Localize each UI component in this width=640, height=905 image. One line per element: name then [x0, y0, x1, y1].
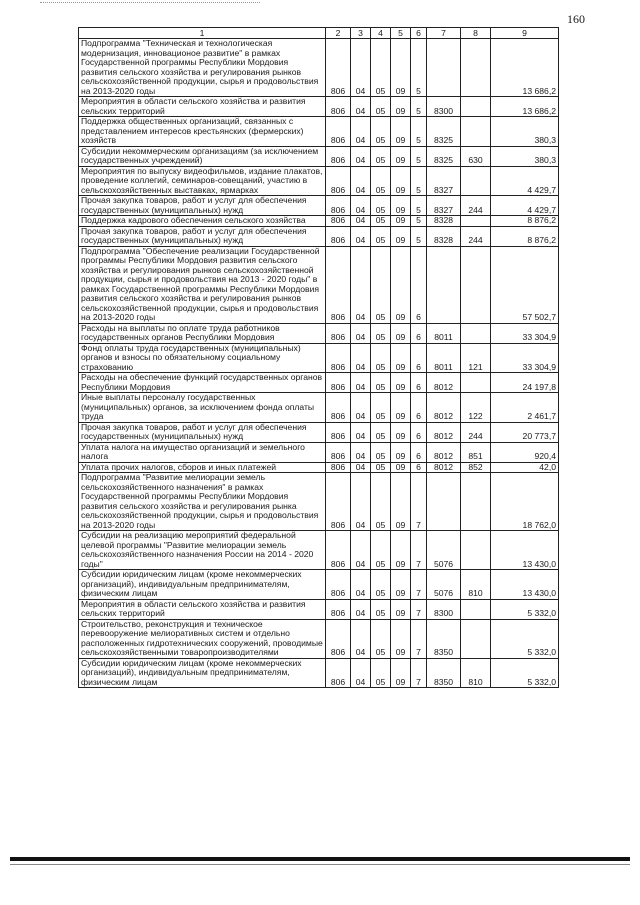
program-code-cell: 09 [391, 226, 411, 246]
target-item-code-cell: 8328 [427, 226, 461, 246]
subprogram-code-cell: 7 [411, 599, 427, 619]
program-code-cell: 09 [391, 196, 411, 216]
ministry-code-cell: 806 [326, 323, 351, 343]
ministry-code-cell: 806 [326, 393, 351, 423]
section-code-cell: 04 [351, 117, 371, 147]
header-col-1: 1 [79, 28, 326, 39]
expense-name-cell: Мероприятия в области сельского хозяйства и развития сельских территорий [79, 97, 326, 117]
table-row [79, 442, 559, 462]
target-item-code-cell: 8327 [427, 166, 461, 196]
ministry-code-cell: 806 [326, 146, 351, 166]
expense-name-cell: Фонд оплаты труда государственных (муниципальных) органов и взносы по обязательному социальному страхованию [79, 343, 326, 373]
program-code-cell: 09 [391, 393, 411, 423]
subprogram-code-cell: 6 [411, 246, 427, 323]
section-code-cell: 04 [351, 442, 371, 462]
subprogram-code-cell: 6 [411, 462, 427, 473]
expense-type-code-cell [461, 373, 491, 393]
expense-type-code-cell [461, 216, 491, 227]
expense-name-cell: Прочая закупка товаров, работ и услуг для обеспечения государственных (муниципальных) нужд [79, 422, 326, 442]
subsection-code-cell: 05 [371, 619, 391, 658]
budget-table [78, 27, 559, 688]
subprogram-code-cell: 7 [411, 658, 427, 688]
program-code-cell: 09 [391, 146, 411, 166]
subsection-code-cell: 05 [371, 343, 391, 373]
target-item-code-cell [427, 473, 461, 531]
target-item-code-cell: 8350 [427, 658, 461, 688]
amount-cell: 8 876,2 [491, 226, 559, 246]
table-row [79, 473, 559, 531]
bottom-border [10, 857, 630, 861]
section-code-cell: 04 [351, 216, 371, 227]
header-col-4: 4 [371, 28, 391, 39]
target-item-code-cell: 5076 [427, 531, 461, 570]
program-code-cell: 09 [391, 216, 411, 227]
ministry-code-cell: 806 [326, 39, 351, 97]
expense-type-code-cell: 244 [461, 226, 491, 246]
expense-type-code-cell: 244 [461, 196, 491, 216]
table-row [79, 393, 559, 423]
amount-cell: 24 197,8 [491, 373, 559, 393]
subprogram-code-cell: 7 [411, 473, 427, 531]
ministry-code-cell: 806 [326, 442, 351, 462]
program-code-cell: 09 [391, 570, 411, 600]
subprogram-code-cell: 7 [411, 531, 427, 570]
program-code-cell: 09 [391, 373, 411, 393]
subsection-code-cell: 05 [371, 570, 391, 600]
target-item-code-cell: 8012 [427, 442, 461, 462]
program-code-cell: 09 [391, 462, 411, 473]
target-item-code-cell: 8325 [427, 146, 461, 166]
header-col-3: 3 [351, 28, 371, 39]
target-item-code-cell: 8328 [427, 216, 461, 227]
expense-type-code-cell: 810 [461, 570, 491, 600]
target-item-code-cell: 8300 [427, 599, 461, 619]
subsection-code-cell: 05 [371, 422, 391, 442]
table-row [79, 246, 559, 323]
amount-cell: 2 461,7 [491, 393, 559, 423]
subprogram-code-cell: 6 [411, 442, 427, 462]
amount-cell: 920,4 [491, 442, 559, 462]
section-code-cell: 04 [351, 196, 371, 216]
subsection-code-cell: 05 [371, 117, 391, 147]
ministry-code-cell: 806 [326, 343, 351, 373]
subprogram-code-cell: 6 [411, 373, 427, 393]
ministry-code-cell: 806 [326, 422, 351, 442]
ministry-code-cell: 806 [326, 462, 351, 473]
target-item-code-cell: 8327 [427, 196, 461, 216]
table-row [79, 146, 559, 166]
section-code-cell: 04 [351, 393, 371, 423]
expense-name-cell: Мероприятия по выпуску видеофильмов, издание плакатов, проведение коллегий, семинаров-совещаний, участию в сельскохозяйственных выставках, ярмарках [79, 166, 326, 196]
subsection-code-cell: 05 [371, 599, 391, 619]
header-row [79, 28, 559, 39]
target-item-code-cell: 8350 [427, 619, 461, 658]
table-row [79, 422, 559, 442]
section-code-cell: 04 [351, 422, 371, 442]
amount-cell: 57 502,7 [491, 246, 559, 323]
section-code-cell: 04 [351, 343, 371, 373]
amount-cell: 33 304,9 [491, 343, 559, 373]
subprogram-code-cell: 5 [411, 39, 427, 97]
section-code-cell: 04 [351, 246, 371, 323]
target-item-code-cell: 5076 [427, 570, 461, 600]
subsection-code-cell: 05 [371, 146, 391, 166]
program-code-cell: 09 [391, 473, 411, 531]
program-code-cell: 09 [391, 343, 411, 373]
expense-name-cell: Прочая закупка товаров, работ и услуг для обеспечения государственных (муниципальных) нужд [79, 226, 326, 246]
expense-type-code-cell [461, 323, 491, 343]
subsection-code-cell: 05 [371, 531, 391, 570]
expense-type-code-cell [461, 531, 491, 570]
amount-cell: 5 332,0 [491, 599, 559, 619]
table-row [79, 39, 559, 97]
ministry-code-cell: 806 [326, 166, 351, 196]
subsection-code-cell: 05 [371, 473, 391, 531]
expense-type-code-cell: 244 [461, 422, 491, 442]
subprogram-code-cell: 6 [411, 393, 427, 423]
ministry-code-cell: 806 [326, 117, 351, 147]
expense-name-cell: Расходы на выплаты по оплате труда работников государственных органов Республики Мордовия [79, 323, 326, 343]
table-row [79, 570, 559, 600]
program-code-cell: 09 [391, 323, 411, 343]
amount-cell: 380,3 [491, 117, 559, 147]
subsection-code-cell: 05 [371, 226, 391, 246]
target-item-code-cell: 8012 [427, 393, 461, 423]
expense-name-cell: Иные выплаты персоналу государственных (муниципальных) органов, за исключением фонда оплаты труда [79, 393, 326, 423]
table-row [79, 619, 559, 658]
expense-type-code-cell [461, 599, 491, 619]
expense-type-code-cell: 122 [461, 393, 491, 423]
section-code-cell: 04 [351, 39, 371, 97]
amount-cell: 13 430,0 [491, 570, 559, 600]
program-code-cell: 09 [391, 39, 411, 97]
subsection-code-cell: 05 [371, 196, 391, 216]
section-code-cell: 04 [351, 97, 371, 117]
section-code-cell: 04 [351, 166, 371, 196]
section-code-cell: 04 [351, 373, 371, 393]
expense-name-cell: Субсидии некоммерческим организациям (за исключением государственных учреждений) [79, 146, 326, 166]
program-code-cell: 09 [391, 97, 411, 117]
expense-name-cell: Мероприятия в области сельского хозяйства и развития сельских территорий [79, 599, 326, 619]
subprogram-code-cell: 6 [411, 422, 427, 442]
expense-type-code-cell: 630 [461, 146, 491, 166]
table-row [79, 117, 559, 147]
expense-type-code-cell [461, 246, 491, 323]
expense-type-code-cell [461, 97, 491, 117]
section-code-cell: 04 [351, 146, 371, 166]
expense-name-cell: Уплата прочих налогов, сборов и иных платежей [79, 462, 326, 473]
header-col-6: 6 [411, 28, 427, 39]
amount-cell: 5 332,0 [491, 658, 559, 688]
program-code-cell: 09 [391, 117, 411, 147]
table-row [79, 166, 559, 196]
ministry-code-cell: 806 [326, 619, 351, 658]
subprogram-code-cell: 5 [411, 226, 427, 246]
expense-type-code-cell: 852 [461, 462, 491, 473]
program-code-cell: 09 [391, 442, 411, 462]
amount-cell: 13 430,0 [491, 531, 559, 570]
expense-type-code-cell: 810 [461, 658, 491, 688]
section-code-cell: 04 [351, 226, 371, 246]
target-item-code-cell [427, 39, 461, 97]
ministry-code-cell: 806 [326, 246, 351, 323]
target-item-code-cell: 8012 [427, 462, 461, 473]
program-code-cell: 09 [391, 166, 411, 196]
program-code-cell: 09 [391, 422, 411, 442]
expense-type-code-cell [461, 117, 491, 147]
table-body [79, 39, 559, 688]
ministry-code-cell: 806 [326, 196, 351, 216]
table-row [79, 216, 559, 227]
section-code-cell: 04 [351, 462, 371, 473]
expense-name-cell: Субсидии на реализацию мероприятий федеральной целевой программы "Развитие мелиорации земель сельскохозяйственного назначения России на 2014 - 2020 годы" [79, 531, 326, 570]
table-row [79, 531, 559, 570]
expense-type-code-cell [461, 619, 491, 658]
expense-name-cell: Подпрограмма "Обеспечение реализации Государственной программы Республики Мордовия развития сельского хозяйства и регулирования рынков сельскохозяйственной продукции, сырья и продовольствия на 2013 - 2020 годы" в рамках Государственной программы Республики Мордовия развития сельского хозяйства и регулирования рынков сельскохозяйственной продукции, сырья и продовольствия на 2013-2020 годы [79, 246, 326, 323]
subprogram-code-cell: 5 [411, 117, 427, 147]
expense-type-code-cell [461, 39, 491, 97]
amount-cell: 5 332,0 [491, 619, 559, 658]
subsection-code-cell: 05 [371, 97, 391, 117]
subprogram-code-cell: 5 [411, 166, 427, 196]
program-code-cell: 09 [391, 246, 411, 323]
program-code-cell: 09 [391, 658, 411, 688]
section-code-cell: 04 [351, 531, 371, 570]
table-row [79, 462, 559, 473]
ministry-code-cell: 806 [326, 570, 351, 600]
table-row [79, 97, 559, 117]
section-code-cell: 04 [351, 570, 371, 600]
subprogram-code-cell: 5 [411, 146, 427, 166]
subprogram-code-cell: 5 [411, 196, 427, 216]
expense-name-cell: Подпрограмма "Развитие мелиорации земель сельскохозяйственного назначения" в рамках Государственной программы Республики Мордовия развития сельского хозяйства и регулирования рынка сельскохозяйственной продукции, сырья и продовольствия на 2013-2020 годы [79, 473, 326, 531]
subsection-code-cell: 05 [371, 393, 391, 423]
expense-name-cell: Строительство, реконструкция и техническое перевооружение мелиоративных систем и отдельно расположенных гидротехнических сооружений, проводимые сельскохозяйственными товаропроизводителями [79, 619, 326, 658]
expense-name-cell: Поддержка кадрового обеспечения сельского хозяйства [79, 216, 326, 227]
expense-name-cell: Поддержка общественных организаций, связанных с представлением интересов крестьянских (фермерских) хозяйств [79, 117, 326, 147]
subprogram-code-cell: 6 [411, 323, 427, 343]
amount-cell: 33 304,9 [491, 323, 559, 343]
amount-cell: 4 429,7 [491, 196, 559, 216]
subsection-code-cell: 05 [371, 462, 391, 473]
table-row [79, 323, 559, 343]
expense-type-code-cell [461, 473, 491, 531]
subprogram-code-cell: 5 [411, 216, 427, 227]
amount-cell: 4 429,7 [491, 166, 559, 196]
target-item-code-cell [427, 246, 461, 323]
table-row [79, 226, 559, 246]
ministry-code-cell: 806 [326, 473, 351, 531]
target-item-code-cell: 8012 [427, 373, 461, 393]
ministry-code-cell: 806 [326, 97, 351, 117]
section-code-cell: 04 [351, 323, 371, 343]
expense-name-cell: Субсидии юридическим лицам (кроме некоммерческих организаций), индивидуальным предпринимателям, физическим лицам [79, 658, 326, 688]
subsection-code-cell: 05 [371, 373, 391, 393]
table-row [79, 599, 559, 619]
program-code-cell: 09 [391, 619, 411, 658]
section-code-cell: 04 [351, 473, 371, 531]
target-item-code-cell: 8011 [427, 323, 461, 343]
target-item-code-cell: 8012 [427, 422, 461, 442]
subsection-code-cell: 05 [371, 323, 391, 343]
amount-cell: 13 686,2 [491, 97, 559, 117]
amount-cell: 13 686,2 [491, 39, 559, 97]
target-item-code-cell: 8325 [427, 117, 461, 147]
section-code-cell: 04 [351, 599, 371, 619]
subsection-code-cell: 05 [371, 166, 391, 196]
bottom-border-thin [10, 864, 630, 865]
header-col-9: 9 [491, 28, 559, 39]
section-code-cell: 04 [351, 619, 371, 658]
amount-cell: 20 773,7 [491, 422, 559, 442]
header-col-5: 5 [391, 28, 411, 39]
amount-cell: 8 876,2 [491, 216, 559, 227]
table-row [79, 373, 559, 393]
page-number: 160 [567, 12, 585, 26]
subsection-code-cell: 05 [371, 39, 391, 97]
amount-cell: 18 762,0 [491, 473, 559, 531]
amount-cell: 42,0 [491, 462, 559, 473]
header-col-2: 2 [326, 28, 351, 39]
program-code-cell: 09 [391, 531, 411, 570]
expense-name-cell: Расходы на обеспечение функций государственных органов Республики Мордовия [79, 373, 326, 393]
target-item-code-cell: 8011 [427, 343, 461, 373]
section-code-cell: 04 [351, 658, 371, 688]
ministry-code-cell: 806 [326, 373, 351, 393]
expense-type-code-cell: 851 [461, 442, 491, 462]
ministry-code-cell: 806 [326, 658, 351, 688]
subsection-code-cell: 05 [371, 658, 391, 688]
subprogram-code-cell: 5 [411, 97, 427, 117]
program-code-cell: 09 [391, 599, 411, 619]
table-row [79, 343, 559, 373]
subsection-code-cell: 05 [371, 246, 391, 323]
scan-border-mark [40, 2, 260, 4]
header-col-8: 8 [461, 28, 491, 39]
ministry-code-cell: 806 [326, 226, 351, 246]
subsection-code-cell: 05 [371, 216, 391, 227]
subprogram-code-cell: 7 [411, 570, 427, 600]
subprogram-code-cell: 6 [411, 343, 427, 373]
target-item-code-cell: 8300 [427, 97, 461, 117]
subprogram-code-cell: 7 [411, 619, 427, 658]
ministry-code-cell: 806 [326, 599, 351, 619]
header-col-7: 7 [427, 28, 461, 39]
expense-type-code-cell [461, 166, 491, 196]
expense-name-cell: Субсидии юридическим лицам (кроме некоммерческих организаций), индивидуальным предпринимателям, физическим лицам [79, 570, 326, 600]
subsection-code-cell: 05 [371, 442, 391, 462]
table-row [79, 196, 559, 216]
expense-name-cell: Прочая закупка товаров, работ и услуг для обеспечения государственных (муниципальных) нужд [79, 196, 326, 216]
ministry-code-cell: 806 [326, 531, 351, 570]
ministry-code-cell: 806 [326, 216, 351, 227]
expense-name-cell: Уплата налога на имущество организаций и земельного налога [79, 442, 326, 462]
table-row [79, 658, 559, 688]
expense-type-code-cell: 121 [461, 343, 491, 373]
amount-cell: 380,3 [491, 146, 559, 166]
expense-name-cell: Подпрограмма "Техническая и технологическая модернизация, инновационое развитие" в рамках Государственной программы Республики Мордовия развития сельского хозяйства и регулирования рынков сельскохозяйственной продукции, сырья и продовольствия на 2013-2020 годы [79, 39, 326, 97]
